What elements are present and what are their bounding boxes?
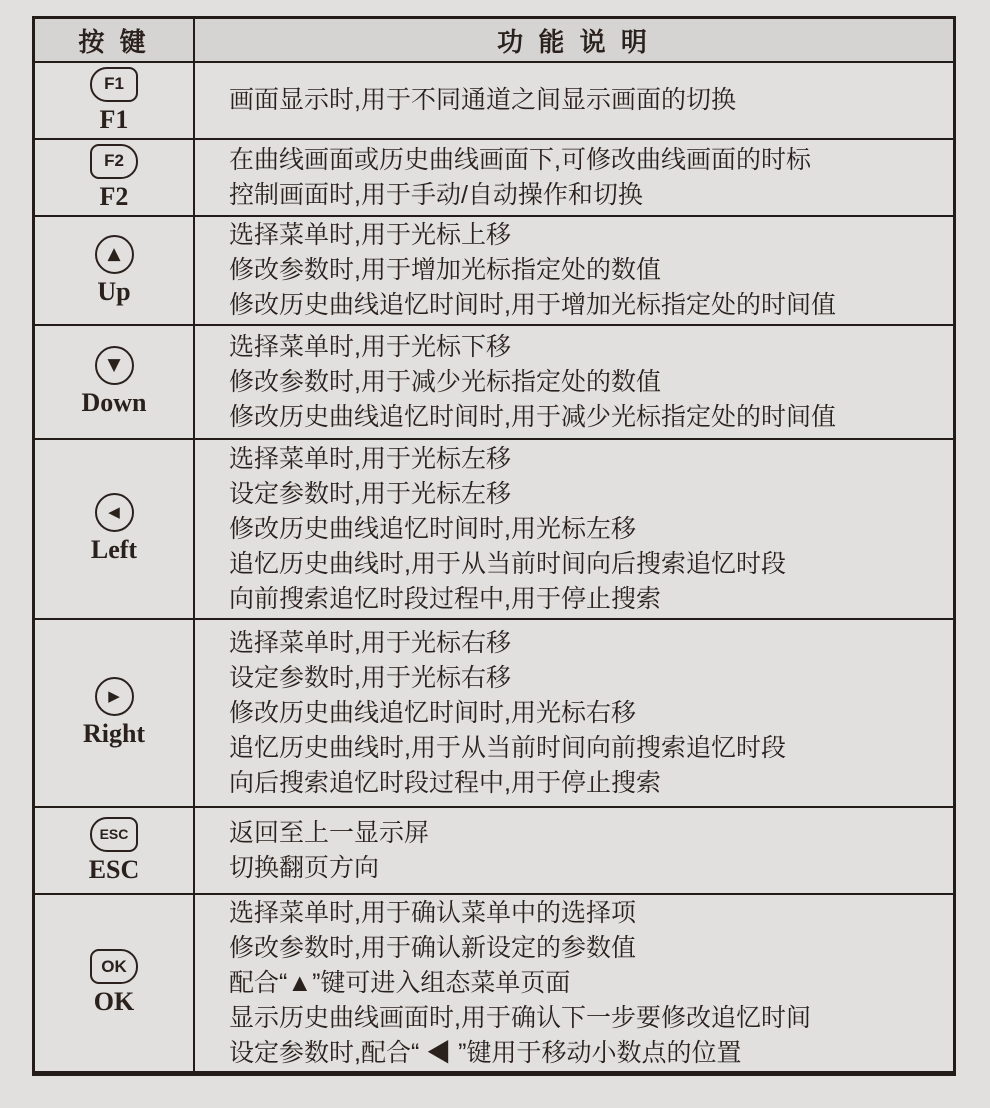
function-line: 追忆历史曲线时,用于从当前时间向后搜索追忆时段 (229, 549, 786, 578)
function-cell (195, 63, 953, 138)
function-line: 设定参数时,用于光标左移 (229, 479, 511, 508)
function-line: 修改参数时,用于确认新设定的参数值 (229, 933, 636, 962)
key-label: Up (97, 276, 131, 306)
key-label: F2 (99, 181, 129, 211)
function-line: 选择菜单时,用于光标右移 (229, 628, 511, 657)
esc-keycap-icon (90, 817, 138, 852)
function-line: 设定参数时,配合“ ◀ ”键用于移动小数点的位置 (229, 1038, 742, 1067)
table-row-right (35, 620, 953, 808)
function-line: 选择菜单时,用于确认菜单中的选择项 (229, 898, 636, 927)
table-row-up (35, 217, 953, 326)
function-line: 追忆历史曲线时,用于从当前时间向前搜索追忆时段 (229, 733, 786, 762)
function-line: 向后搜索追忆时段过程中,用于停止搜索 (229, 768, 661, 797)
function-cell (195, 620, 953, 806)
table-row-esc (35, 808, 953, 895)
key-label: ESC (88, 854, 140, 884)
up-triangle-glyph: ▲ (107, 243, 121, 264)
function-line: 显示历史曲线画面时,用于确认下一步要修改追忆时间 (229, 1003, 811, 1032)
down-triangle-glyph: ▼ (107, 355, 121, 375)
function-line: 在曲线画面或历史曲线画面下,可修改曲线画面的时标 (229, 145, 811, 174)
right-triangle-glyph: ▶ (108, 687, 120, 705)
key-label: Right (82, 719, 146, 748)
function-line: 向前搜索追忆时段过程中,用于停止搜索 (229, 584, 661, 613)
left-triangle-glyph: ◀ (108, 503, 120, 521)
header-cell-key (35, 19, 195, 61)
key-cell (35, 895, 195, 1071)
right-arrow-icon (95, 677, 134, 716)
key-cell (35, 326, 195, 438)
key-label: Down (81, 388, 147, 417)
function-line: 修改历史曲线追忆时间时,用光标右移 (229, 698, 636, 727)
function-cell (195, 140, 953, 215)
key-cell (35, 808, 195, 893)
header-key-label: 按 键 (78, 26, 150, 57)
function-line: 控制画面时,用于手动/自动操作和切换 (229, 180, 643, 209)
ok-keycap-text: OK (101, 956, 127, 976)
up-arrow-icon (95, 235, 134, 274)
left-arrow-icon (95, 493, 134, 532)
function-line: 返回至上一显示屏 (229, 818, 430, 847)
key-label: F1 (99, 104, 129, 134)
function-line: 切换翻页方向 (229, 853, 380, 882)
function-line: 修改历史曲线追忆时间时,用于减少光标指定处的时间值 (229, 402, 836, 431)
f2-keycap-icon (90, 144, 138, 179)
function-line: 修改参数时,用于减少光标指定处的数值 (229, 367, 661, 396)
f2-keycap-text: F2 (104, 151, 124, 170)
function-line: 画面显示时,用于不同通道之间显示画面的切换 (229, 86, 736, 114)
key-cell (35, 620, 195, 806)
key-cell (35, 140, 195, 215)
table-row-f1 (35, 63, 953, 140)
key-label: OK (93, 987, 135, 1016)
f1-keycap-text: F1 (104, 74, 124, 93)
function-cell (195, 808, 953, 893)
function-line: 选择菜单时,用于光标下移 (229, 332, 511, 361)
function-line: 修改参数时,用于增加光标指定处的数值 (229, 256, 661, 284)
esc-keycap-text: ESC (99, 826, 129, 842)
function-line: 选择菜单时,用于光标上移 (229, 221, 511, 249)
table-row-ok (35, 895, 953, 1071)
function-cell (195, 217, 953, 324)
table-header-row (35, 19, 953, 63)
function-cell (195, 895, 953, 1071)
key-cell (35, 440, 195, 618)
function-line: 修改历史曲线追忆时间时,用于增加光标指定处的时间值 (229, 291, 836, 319)
ok-keycap-icon (90, 949, 138, 984)
function-cell (195, 440, 953, 618)
function-line: 配合“▲”键可进入组态菜单页面 (229, 968, 571, 997)
header-function-label: 功 能 说 明 (497, 26, 651, 57)
table-row-left (35, 440, 953, 620)
down-arrow-icon (95, 346, 134, 385)
table-row-down (35, 326, 953, 440)
function-cell (195, 326, 953, 438)
function-line: 选择菜单时,用于光标左移 (229, 444, 511, 473)
header-cell-function (195, 19, 953, 61)
key-cell (35, 63, 195, 138)
key-function-table (32, 16, 956, 1076)
f1-keycap-icon (90, 67, 138, 102)
key-cell (35, 217, 195, 324)
function-line: 设定参数时,用于光标右移 (229, 663, 511, 692)
key-label: Left (90, 535, 138, 564)
function-line: 修改历史曲线追忆时间时,用光标左移 (229, 514, 636, 543)
table-row-f2 (35, 140, 953, 217)
